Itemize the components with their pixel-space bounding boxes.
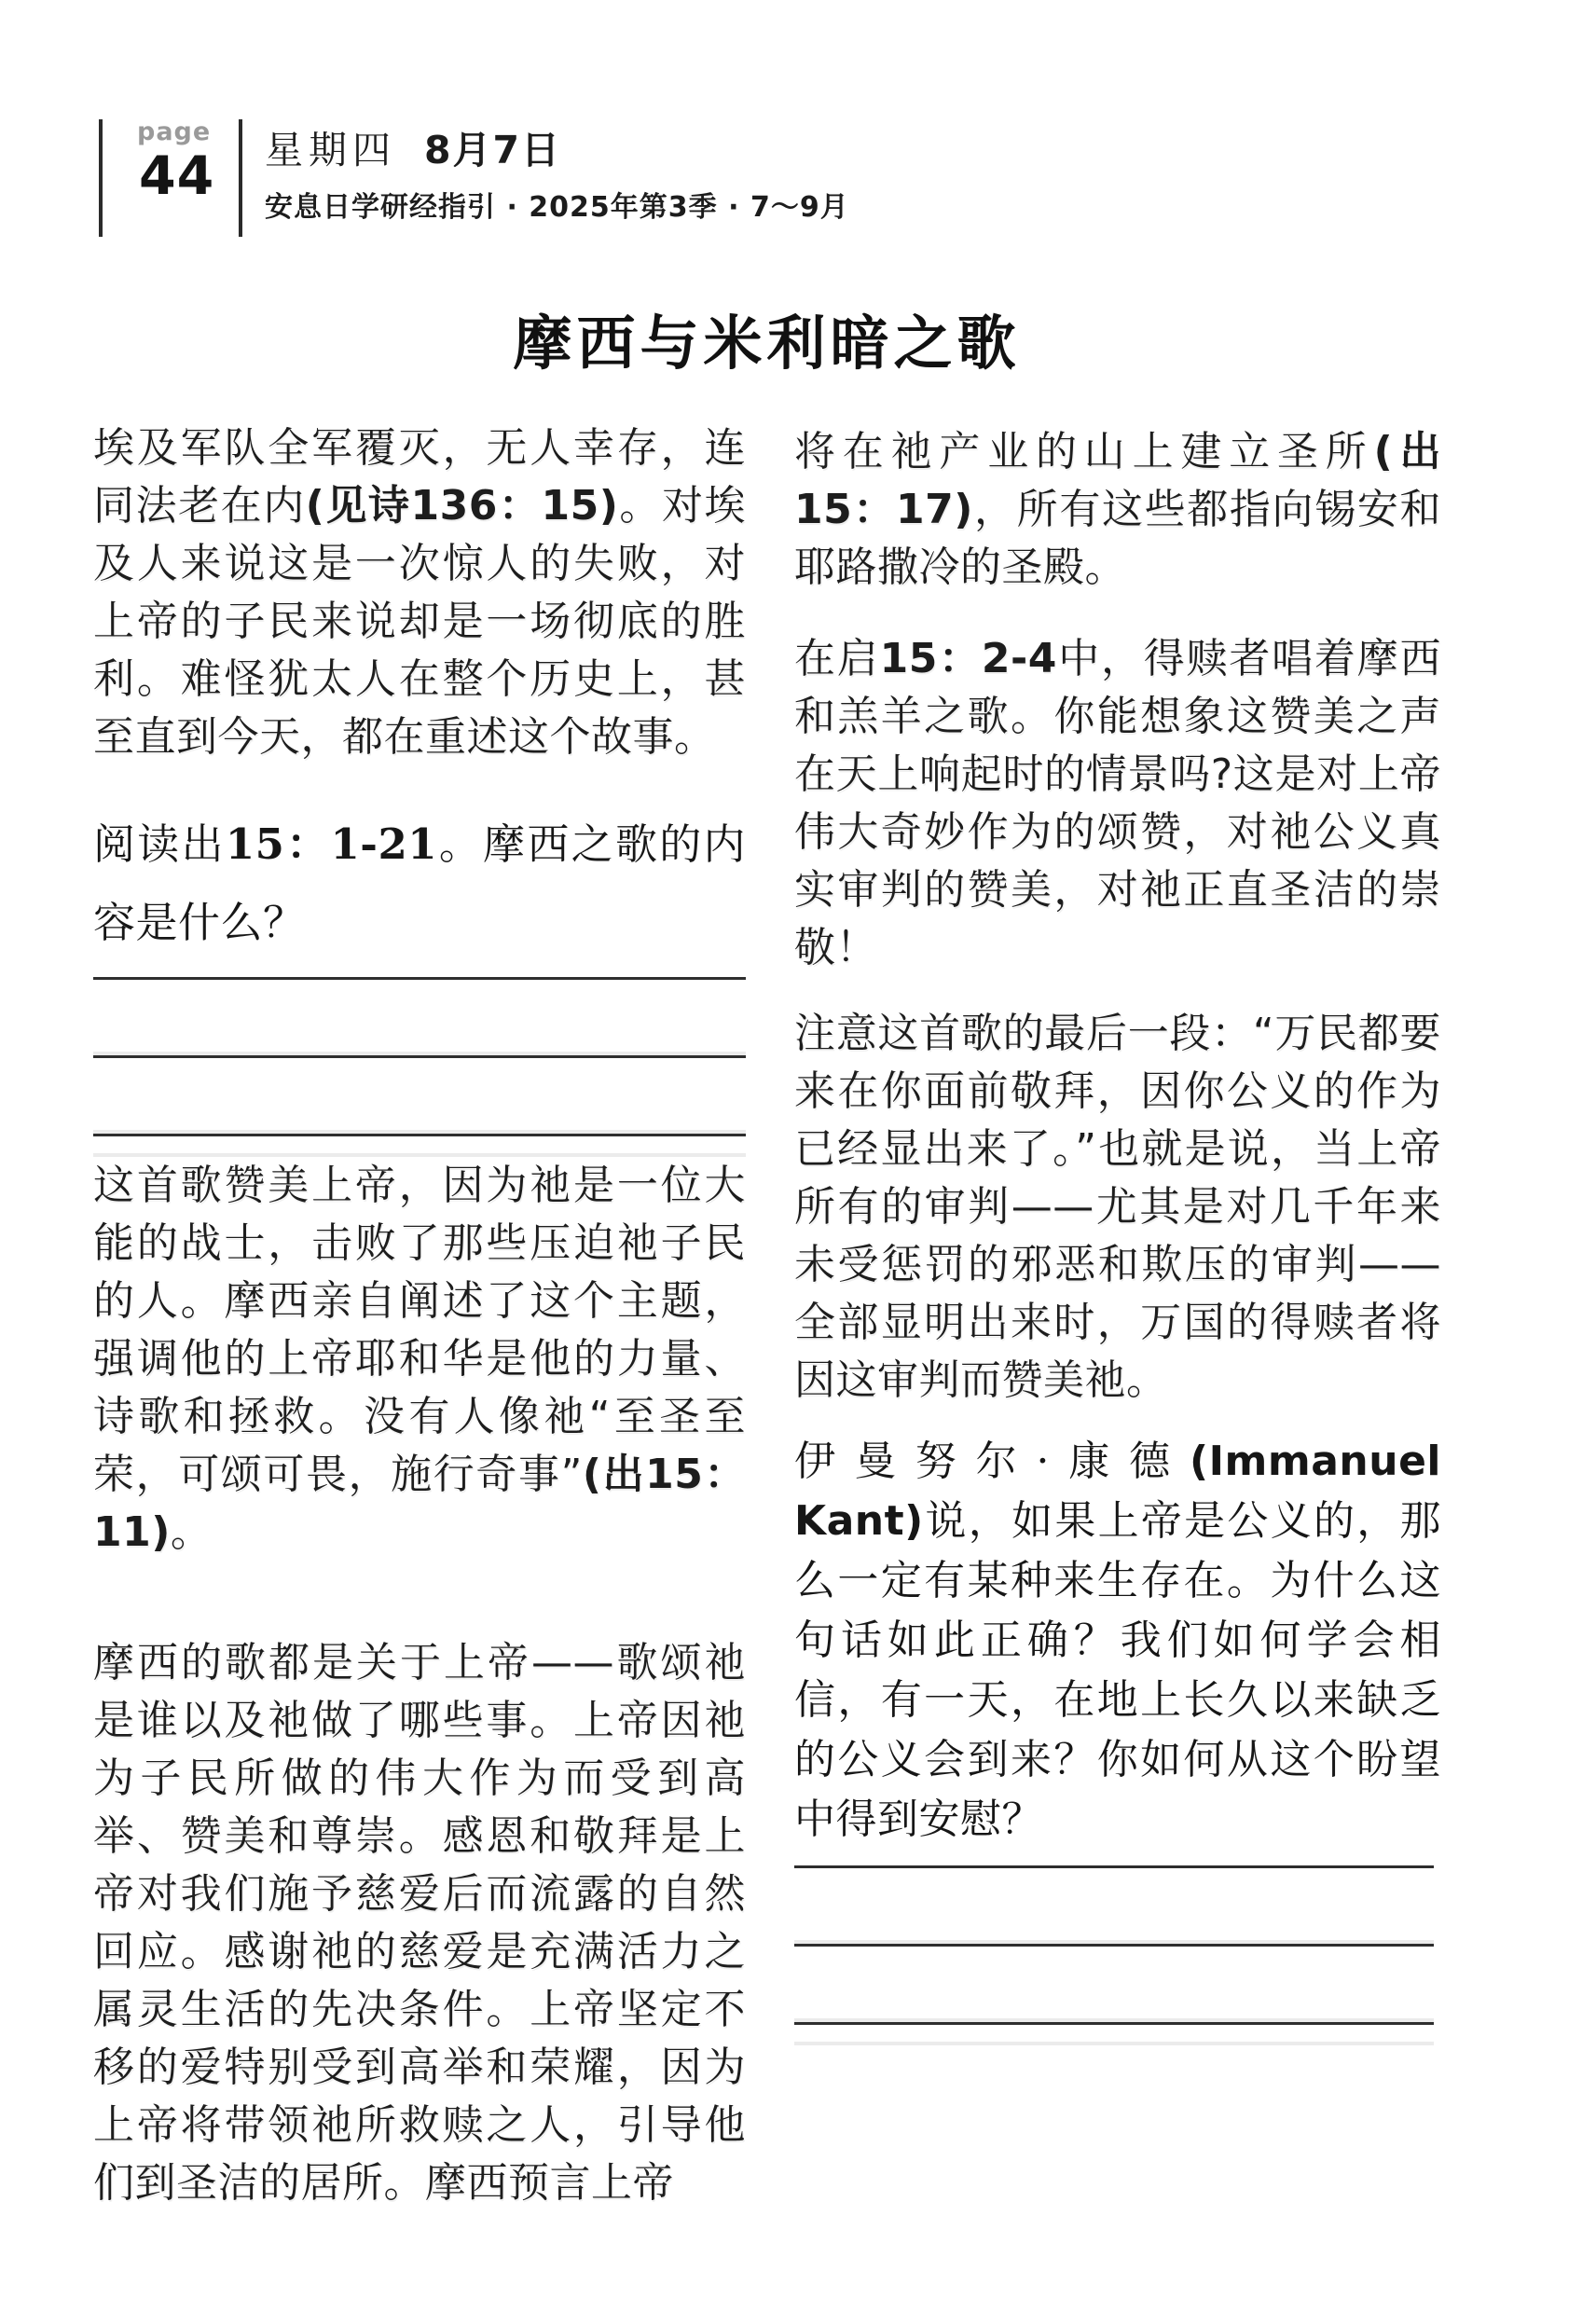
left-column <box>93 420 746 2228</box>
page-number: 44 <box>139 145 215 207</box>
answer-line <box>93 1055 746 1134</box>
header-subtitle: 安息日学研经指引 · 2025年第3季 · 7～9月 <box>265 191 849 224</box>
header-weekday: 星期四 <box>265 128 396 172</box>
answer-line <box>93 1134 746 1157</box>
study-question: 阅读出15：1-21。摩西之歌的内容是什么？ <box>93 819 746 947</box>
header-date: 8月7日 <box>424 128 562 172</box>
answer-line <box>794 1944 1434 2022</box>
paragraph-kant-question: 伊曼努尔·康德(Immanuel Kant)说，如果上帝是公义的，那么一定有某种来生存在。为什么这句话如此正确？我们如何学会相信，有一天，在地上长久以来缺乏的公义会到来？你如何从这个盼望中得到安慰？ <box>794 1438 1441 1843</box>
header-divider-mid <box>239 119 242 237</box>
paragraph-final-stanza: 注意这首歌的最后一段：“万民都要来在你面前敬拜，因你公义的作为已经显出来了。”也就是说，当上帝所有的审判——尤其是对几千年来未受惩罚的邪恶和欺压的审判——全部显明出来时，万国的得赎者将因这审判而赞美祂。 <box>794 1010 1441 1404</box>
answer-line <box>794 1865 1434 1944</box>
paragraph-song-about-god: 摩西的歌都是关于上帝——歌颂祂是谁以及祂做了哪些事。上帝因祂为子民所做的伟大作为而受到高举、赞美和尊崇。感恩和敬拜是上帝对我们施予慈爱后而流露的自然回应。感谢祂的慈爱是充满活力之属灵生活的先决条件。上帝坚定不移的爱特别受到高举和荣耀，因为上帝将带领祂所救赎之人，引导他们到圣洁的居所。摩西预言上帝 <box>93 1639 746 2207</box>
paragraph-song-praise: 这首歌赞美上帝，因为祂是一位大能的战士，击败了那些压迫祂子民的人。摩西亲自阐述了这个主题，强调他的上帝耶和华是他的力量、诗歌和拯救。没有人像祂“至圣至荣，可颂可畏，施行奇事”(出15：11)。 <box>93 1162 747 1556</box>
paragraph-egypt-defeat: 埃及军队全军覆灭，无人幸存，连同法老在内(见诗136：15)。对埃及人来说这是一次惊人的失败，对上帝的子民来说却是一场彻底的胜利。难怪犹太人在整个历史上，甚至直到今天，都在重述这个故事。 <box>93 424 747 761</box>
answer-area-right <box>794 1865 1434 2045</box>
right-column <box>794 420 1441 2079</box>
answer-line <box>794 2022 1434 2045</box>
page-label: page <box>137 117 212 146</box>
header-date-line <box>265 119 561 174</box>
page-title: 摩西与米利暗之歌 <box>513 309 1021 378</box>
header-divider-left <box>99 119 103 237</box>
paragraph-sanctuary: 将在祂产业的山上建立圣所(出15：17)，所有这些都指向锡安和耶路撒冷的圣殿。 <box>794 428 1442 591</box>
answer-line <box>93 977 746 1055</box>
paragraph-revelation-song: 在启15：2-4中，得赎者唱着摩西和羔羊之歌。你能想象这赞美之声在天上响起时的情景吗?这是对上帝伟大奇妙作为的颂赞，对祂公义真实审判的赞美，对祂正直圣洁的崇敬！ <box>794 635 1442 971</box>
answer-area-left <box>93 977 746 1157</box>
